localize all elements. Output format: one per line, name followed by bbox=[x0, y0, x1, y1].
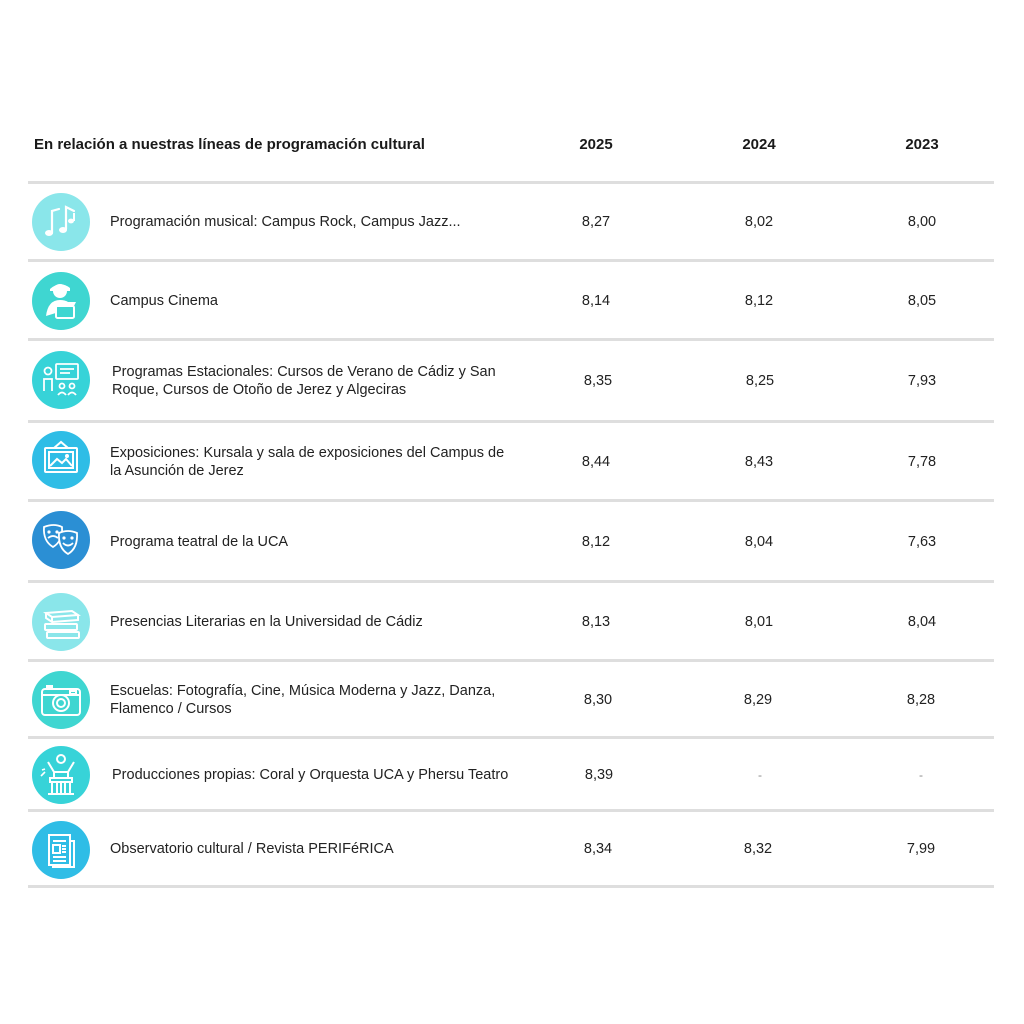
value-2025: 8,30 bbox=[583, 691, 613, 708]
conductor-icon bbox=[32, 746, 90, 804]
value-2023: 8,05 bbox=[907, 292, 937, 309]
value-2023: 8,28 bbox=[906, 691, 936, 708]
theater-masks-icon bbox=[32, 511, 90, 569]
picture-frame-icon bbox=[32, 431, 90, 489]
column-header-2024: 2024 bbox=[742, 136, 776, 153]
value-2024: 8,04 bbox=[744, 533, 774, 550]
value-2023: 7,63 bbox=[907, 533, 937, 550]
table-row bbox=[0, 739, 1024, 810]
books-icon bbox=[32, 593, 90, 651]
column-header-2025: 2025 bbox=[579, 136, 613, 153]
table-row bbox=[0, 262, 1024, 339]
value-2024: 8,01 bbox=[744, 613, 774, 630]
value-2025: 8,27 bbox=[581, 213, 611, 230]
row-label: Programas Estacionales: Cursos de Verano de Cádiz y San Roque, Cursos de Otoño de Jerez y Algeciras bbox=[112, 364, 496, 398]
table-row bbox=[0, 502, 1024, 581]
value-2025: 8,14 bbox=[581, 292, 611, 309]
row-label: Escuelas: Fotografía, Cine, Música Moderna y Jazz, Danza, Flamenco / Cursos bbox=[110, 682, 496, 717]
table-header bbox=[0, 128, 1024, 162]
row-label: Producciones propias: Coral y Orquesta UCA y Phersu Teatro bbox=[112, 766, 509, 783]
row-label: Observatorio cultural / Revista PERIFéRICA bbox=[110, 841, 394, 857]
table-row bbox=[0, 662, 1024, 737]
value-2023: 7,99 bbox=[906, 841, 936, 857]
value-2025: 8,35 bbox=[583, 373, 613, 389]
row-label: Campus Cinema bbox=[110, 292, 218, 309]
value-2025: 8,39 bbox=[584, 766, 614, 783]
value-2024: 8,25 bbox=[745, 373, 775, 389]
value-2024: 8,29 bbox=[743, 691, 773, 708]
value-2025: 8,13 bbox=[581, 613, 611, 630]
value-2023: 8,00 bbox=[907, 213, 937, 230]
value-2024: - bbox=[758, 767, 762, 782]
table-row bbox=[0, 341, 1024, 421]
row-label: Programa teatral de la UCA bbox=[110, 533, 289, 550]
value-2024: 8,32 bbox=[743, 841, 773, 857]
value-2023: - bbox=[919, 767, 923, 782]
value-2023: 7,78 bbox=[907, 453, 937, 470]
value-2024: 8,43 bbox=[744, 453, 774, 470]
camera-icon bbox=[32, 671, 90, 729]
value-2024: 8,12 bbox=[744, 292, 774, 309]
table-title: En relación a nuestras líneas de programación cultural bbox=[34, 136, 425, 153]
value-2025: 8,12 bbox=[581, 533, 611, 550]
value-2024: 8,02 bbox=[744, 213, 774, 230]
magazine-icon bbox=[32, 821, 90, 879]
value-2025: 8,44 bbox=[581, 453, 611, 470]
table-row bbox=[0, 812, 1024, 886]
film-director-icon bbox=[32, 272, 90, 330]
presentation-icon bbox=[32, 351, 90, 409]
row-label: Programación musical: Campus Rock, Campus Jazz... bbox=[110, 213, 461, 230]
table-row bbox=[0, 183, 1024, 260]
table-row bbox=[0, 423, 1024, 500]
music-notes-icon bbox=[32, 193, 90, 251]
value-2023: 8,04 bbox=[907, 613, 937, 630]
table-row bbox=[0, 583, 1024, 660]
row-label: Exposiciones: Kursala y sala de exposiciones del Campus de la Asunción de Jerez bbox=[110, 444, 505, 479]
value-2025: 8,34 bbox=[583, 841, 613, 857]
row-label: Presencias Literarias en la Universidad de Cádiz bbox=[110, 613, 423, 630]
row-divider bbox=[28, 885, 994, 888]
column-header-2023: 2023 bbox=[905, 136, 939, 153]
value-2023: 7,93 bbox=[907, 373, 937, 389]
